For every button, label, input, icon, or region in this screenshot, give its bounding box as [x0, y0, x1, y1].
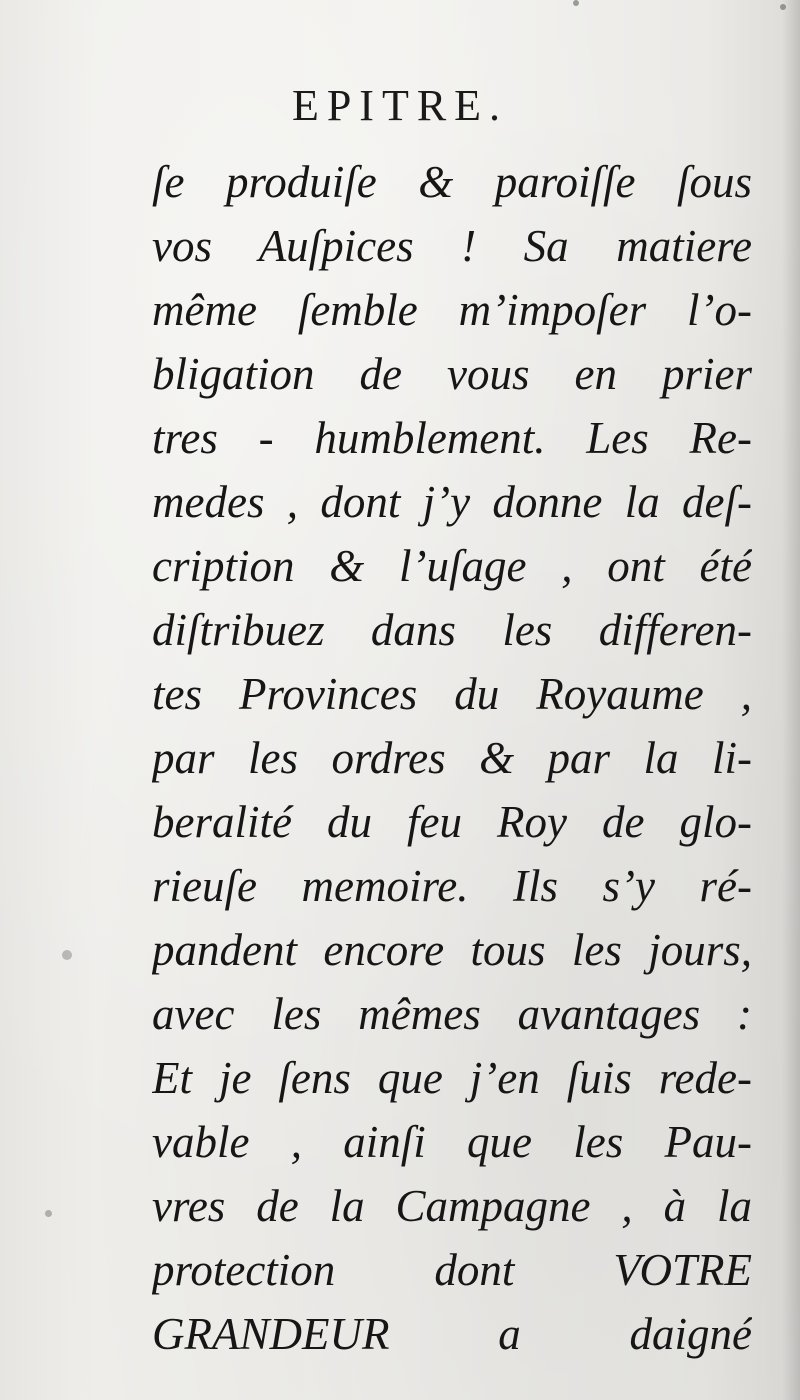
body-text — [152, 150, 752, 1366]
ink-speck — [780, 4, 786, 10]
text-line: cription & l’uſage , ont été — [152, 541, 752, 591]
text-line: tres - humblement. Les Re- — [152, 413, 752, 463]
ink-speck — [62, 950, 72, 960]
text-line: vos Auſpices ! Sa matiere — [152, 221, 752, 271]
text-line: protection dont VOTRE — [152, 1245, 752, 1295]
text-line: beralité du feu Roy de glo- — [152, 797, 752, 847]
text-line: Et je ſens que j’en ſuis rede- — [152, 1053, 752, 1103]
text-line: rieuſe memoire. Ils s’y ré- — [152, 861, 752, 911]
text-line: même ſemble m’impoſer l’o- — [152, 285, 752, 335]
text-line: diſtribuez dans les differen- — [152, 605, 752, 655]
text-line: vres de la Campagne , à la — [152, 1181, 752, 1231]
ink-speck — [45, 1210, 52, 1217]
text-line: pandent encore tous les jours, — [152, 925, 752, 975]
text-line: par les ordres & par la li- — [152, 733, 752, 783]
text-line: bligation de vous en prier — [152, 349, 752, 399]
text-line: medes , dont j’y donne la deſ- — [152, 477, 752, 527]
ink-speck — [573, 0, 579, 6]
text-line: tes Provinces du Royaume , — [152, 669, 752, 719]
text-line: avec les mêmes avantages : — [152, 989, 752, 1039]
text-line: vable , ainſi que les Pau- — [152, 1117, 752, 1167]
text-line: GRANDEUR a daigné — [152, 1309, 752, 1359]
running-head: EPITRE. — [291, 81, 509, 130]
page-edge-shadow — [782, 0, 800, 1400]
text-line: ſe produiſe & paroiſſe ſous — [152, 157, 752, 207]
